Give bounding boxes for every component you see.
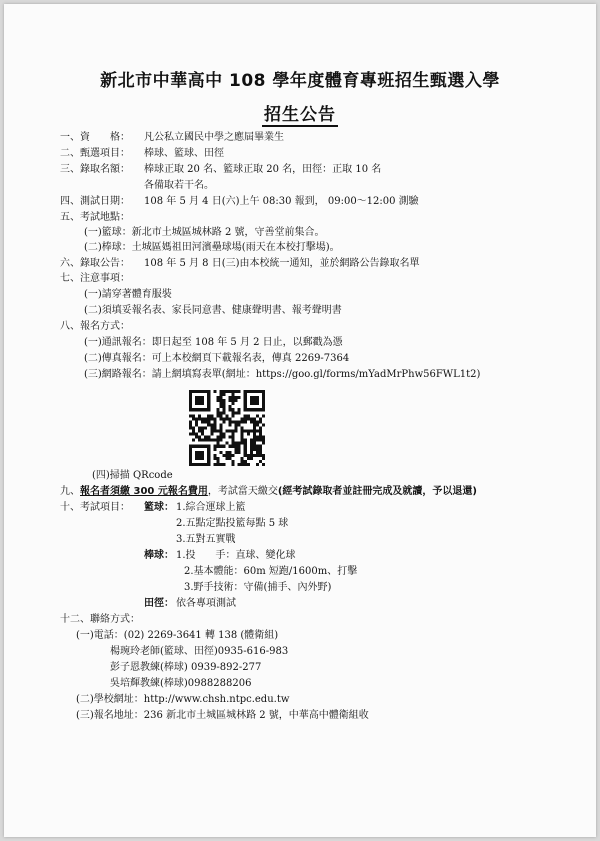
section-5-line-2: (二)棒球：土城區媽祖田河濱壘球場(雨天在本校打擊場)。 (84, 242, 340, 253)
baseball-item-2: 2.基本體能：60m 短跑/1600m、打擊 (184, 566, 358, 577)
section-12-line-3: (三)報名地址：236 新北市土城區城林路 2 號，中華高中體衛組收 (76, 710, 369, 721)
section-3-text: 棒球正取 20 名、籃球正取 20 名，田徑：正取 10 名 (144, 164, 382, 175)
section-7-label: 七、注意事項： (60, 273, 130, 284)
section-2-label: 二、甄選項目： (60, 148, 130, 159)
section-8-line-1: (一)通訊報名：即日起至 108 年 5 月 2 日止，以郵戳為憑 (84, 337, 343, 348)
section-7-line-2: (二)須填妥報名表、家長同意書、健康聲明書、報考聲明書 (84, 305, 342, 316)
section-8-line-2: (二)傳真報名：可上本校網頁下載報名表，傳真 2269-7364 (84, 353, 350, 364)
track-text: 依各專項測試 (176, 598, 236, 609)
section-1-label: 一、資 格： (60, 132, 130, 143)
section-9-refund: (經考試錄取者並註冊完成及就讀，予以退還) (277, 486, 477, 497)
basketball-item-1: 1.綜合運球上籃 (176, 502, 246, 513)
section-8-line-3: (三)網路報名：請上網填寫表單(網址：https://goo.gl/forms/mYadMrPhw56FWL1t2) (84, 369, 481, 380)
section-9-note: ，考試當天繳交 (207, 486, 278, 497)
section-12-line-1: (一)電話：(02) 2269-3641 轉 138 (體衛組) (76, 630, 279, 641)
section-8-label: 八、報名方式： (60, 321, 130, 332)
document-page (4, 4, 596, 837)
section-5-label: 五、考試地點： (60, 212, 130, 223)
basketball-label: 籃球： (144, 502, 174, 513)
section-4-text: 108 年 5 月 4 日(六)上午 08:30 報到， 09:00～12:00 測驗 (144, 196, 419, 207)
section-8-line-4: (四)掃描 QRcode (92, 470, 173, 481)
document-subtitle (4, 100, 596, 125)
section-10-label: 十、考試項目： (60, 502, 130, 513)
baseball-item-1: 1.投 手：直球、變化球 (176, 550, 296, 561)
section-6-text: 108 年 5 月 8 日(三)由本校統一通知，並於網路公告錄取名單 (144, 258, 420, 269)
section-4-label: 四、測試日期： (60, 196, 130, 207)
qr-code-icon[interactable] (189, 390, 265, 466)
contact-1: 楊琬玲老師(籃球、田徑)0935-616-983 (110, 646, 289, 657)
basketball-item-3: 3.五對五實戰 (176, 534, 236, 545)
document-title: 新北市中華高中 108 學年度體育專班招生甄選入學 (100, 71, 500, 91)
basketball-item-2: 2.五點定點投籃每點 5 球 (176, 518, 289, 529)
baseball-item-3: 3.野手技術：守備(捕手、內外野) (184, 582, 332, 593)
contact-2: 彭子恩教練(棒球) 0939-892-277 (110, 662, 262, 673)
section-7-line-1: (一)請穿著體育服裝 (84, 289, 172, 300)
section-9 (60, 485, 477, 498)
baseball-label: 棒球： (144, 550, 174, 561)
section-6-label: 六、錄取公告： (60, 258, 130, 269)
subtitle-text: 招生公告 (264, 105, 336, 125)
section-3-text2: 各備取若干名。 (144, 180, 214, 191)
section-3-label: 三、錄取名額： (60, 164, 130, 175)
section-12-line-2: (二)學校網址：http://www.chsh.ntpc.edu.tw (76, 694, 290, 705)
section-1-text: 凡公私立國民中學之應屆畢業生 (144, 132, 284, 143)
section-9-fee: 報名者須繳 300 元報名費用 (80, 486, 208, 497)
section-9-label: 九、 (60, 486, 80, 497)
section-2-text: 棒球、籃球、田徑 (144, 148, 224, 159)
section-5-line-1: (一)籃球：新北市土城區城林路 2 號，守善堂前集合。 (84, 227, 325, 238)
contact-3: 吳培輝教練(棒球)0988288206 (110, 678, 252, 689)
track-label: 田徑： (144, 598, 174, 609)
section-12-label: 十二、聯絡方式： (60, 614, 140, 625)
